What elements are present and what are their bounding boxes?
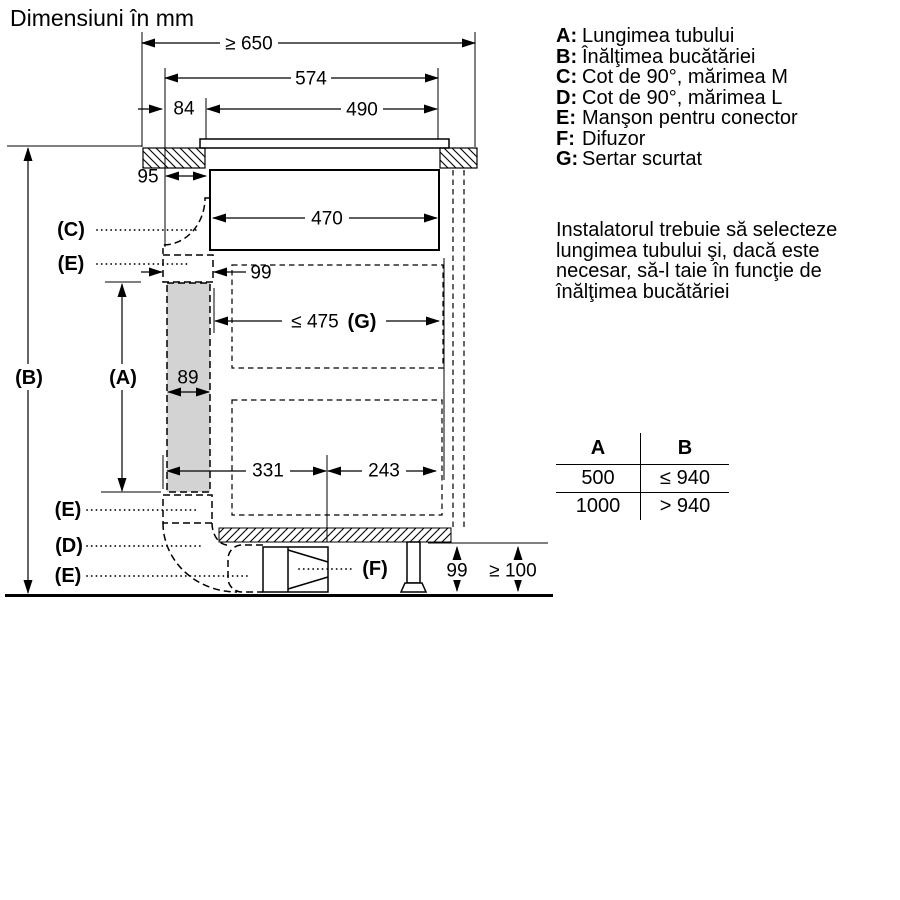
label-a: (A) [109,367,137,389]
legend-item-d [556,88,798,109]
installation-diagram [0,0,560,620]
elbow-c-90deg-m [163,198,209,254]
legend-text: Înălţimea bucătăriei [582,45,756,68]
legend-text: Cot de 90°, mărimea L [582,86,783,109]
legend-text: Manşon pentru conector [582,107,798,129]
label-e1: (E) [57,253,85,275]
label-e2: (E) [54,499,82,521]
legend-key: D: [556,86,578,109]
legend-item-g [556,149,798,170]
label-f: (F) [362,558,388,580]
worktop-left-section [143,148,205,168]
legend-key: C: [556,66,578,88]
table-cell: 500 [556,465,641,493]
connector-sleeve-top [163,255,213,282]
dim-drawer-max: ≤ 475 [291,311,339,333]
legend-key: E: [556,107,576,129]
label-b: (B) [15,367,43,389]
legend-key: A: [556,25,578,47]
dim-574: 574 [295,68,327,90]
solid-structure [5,139,553,596]
legend [556,26,798,170]
dim-99-sleeve: 99 [250,262,272,284]
connector-sleeve-bottom [228,545,263,592]
label-c: (C) [57,219,85,241]
dim-min-width: ≥ 650 [225,33,273,55]
dim-84: 84 [173,98,195,120]
table-header-b: B [641,433,730,465]
table-cell: > 940 [659,495,711,517]
dim-490: 490 [346,99,378,121]
legend-text: Cot de 90°, mărimea M [582,66,788,88]
legend-key: G: [556,148,579,170]
legend-item-a [556,26,798,47]
table-row [556,465,729,493]
connector-sleeve-mid [163,495,212,523]
legend-text: Sertar scurtat [582,148,703,170]
label-g: (G) [347,311,377,333]
drawer-lower [232,400,442,515]
text-backings [9,33,541,580]
cabinet-foot [407,542,420,583]
installer-note: Instalatorul trebuie să selecteze lungimea tubului şi, dacă este necesar, să-l taie în funcţie de înălţimea bucătăriei [556,219,838,303]
table-header-a: A [556,433,641,465]
dim-95: 95 [137,166,159,188]
page-title: Dimensiuni în mm [10,5,195,31]
dim-89: 89 [177,367,199,389]
legend-text: Difuzor [582,127,646,150]
hob-top-plate [200,139,449,148]
dim-331: 331 [252,460,284,482]
legend-key: B: [556,45,578,68]
legend-item-c [556,67,798,88]
legend-key: F: [556,127,575,150]
cabinet-foot-base [401,583,426,592]
table-row [556,493,729,521]
worktop-right-section [440,148,477,168]
label-d: (D) [55,535,83,557]
label-e3: (E) [54,565,82,587]
dim-min-plinth: ≥ 100 [489,560,537,582]
tube-length-table [556,433,729,520]
dim-99-plinth: 99 [446,560,468,582]
dim-470: 470 [311,208,343,230]
cabinet-bottom-panel [219,528,451,542]
table-cell: 1000 [556,493,641,521]
legend-item-e [556,108,798,129]
table-cell: ≤ 940 [641,465,730,493]
legend-item-f [556,129,798,150]
legend-item-b [556,47,798,68]
legend-text: Lungimea tubului [582,25,735,47]
dim-243: 243 [368,460,400,482]
